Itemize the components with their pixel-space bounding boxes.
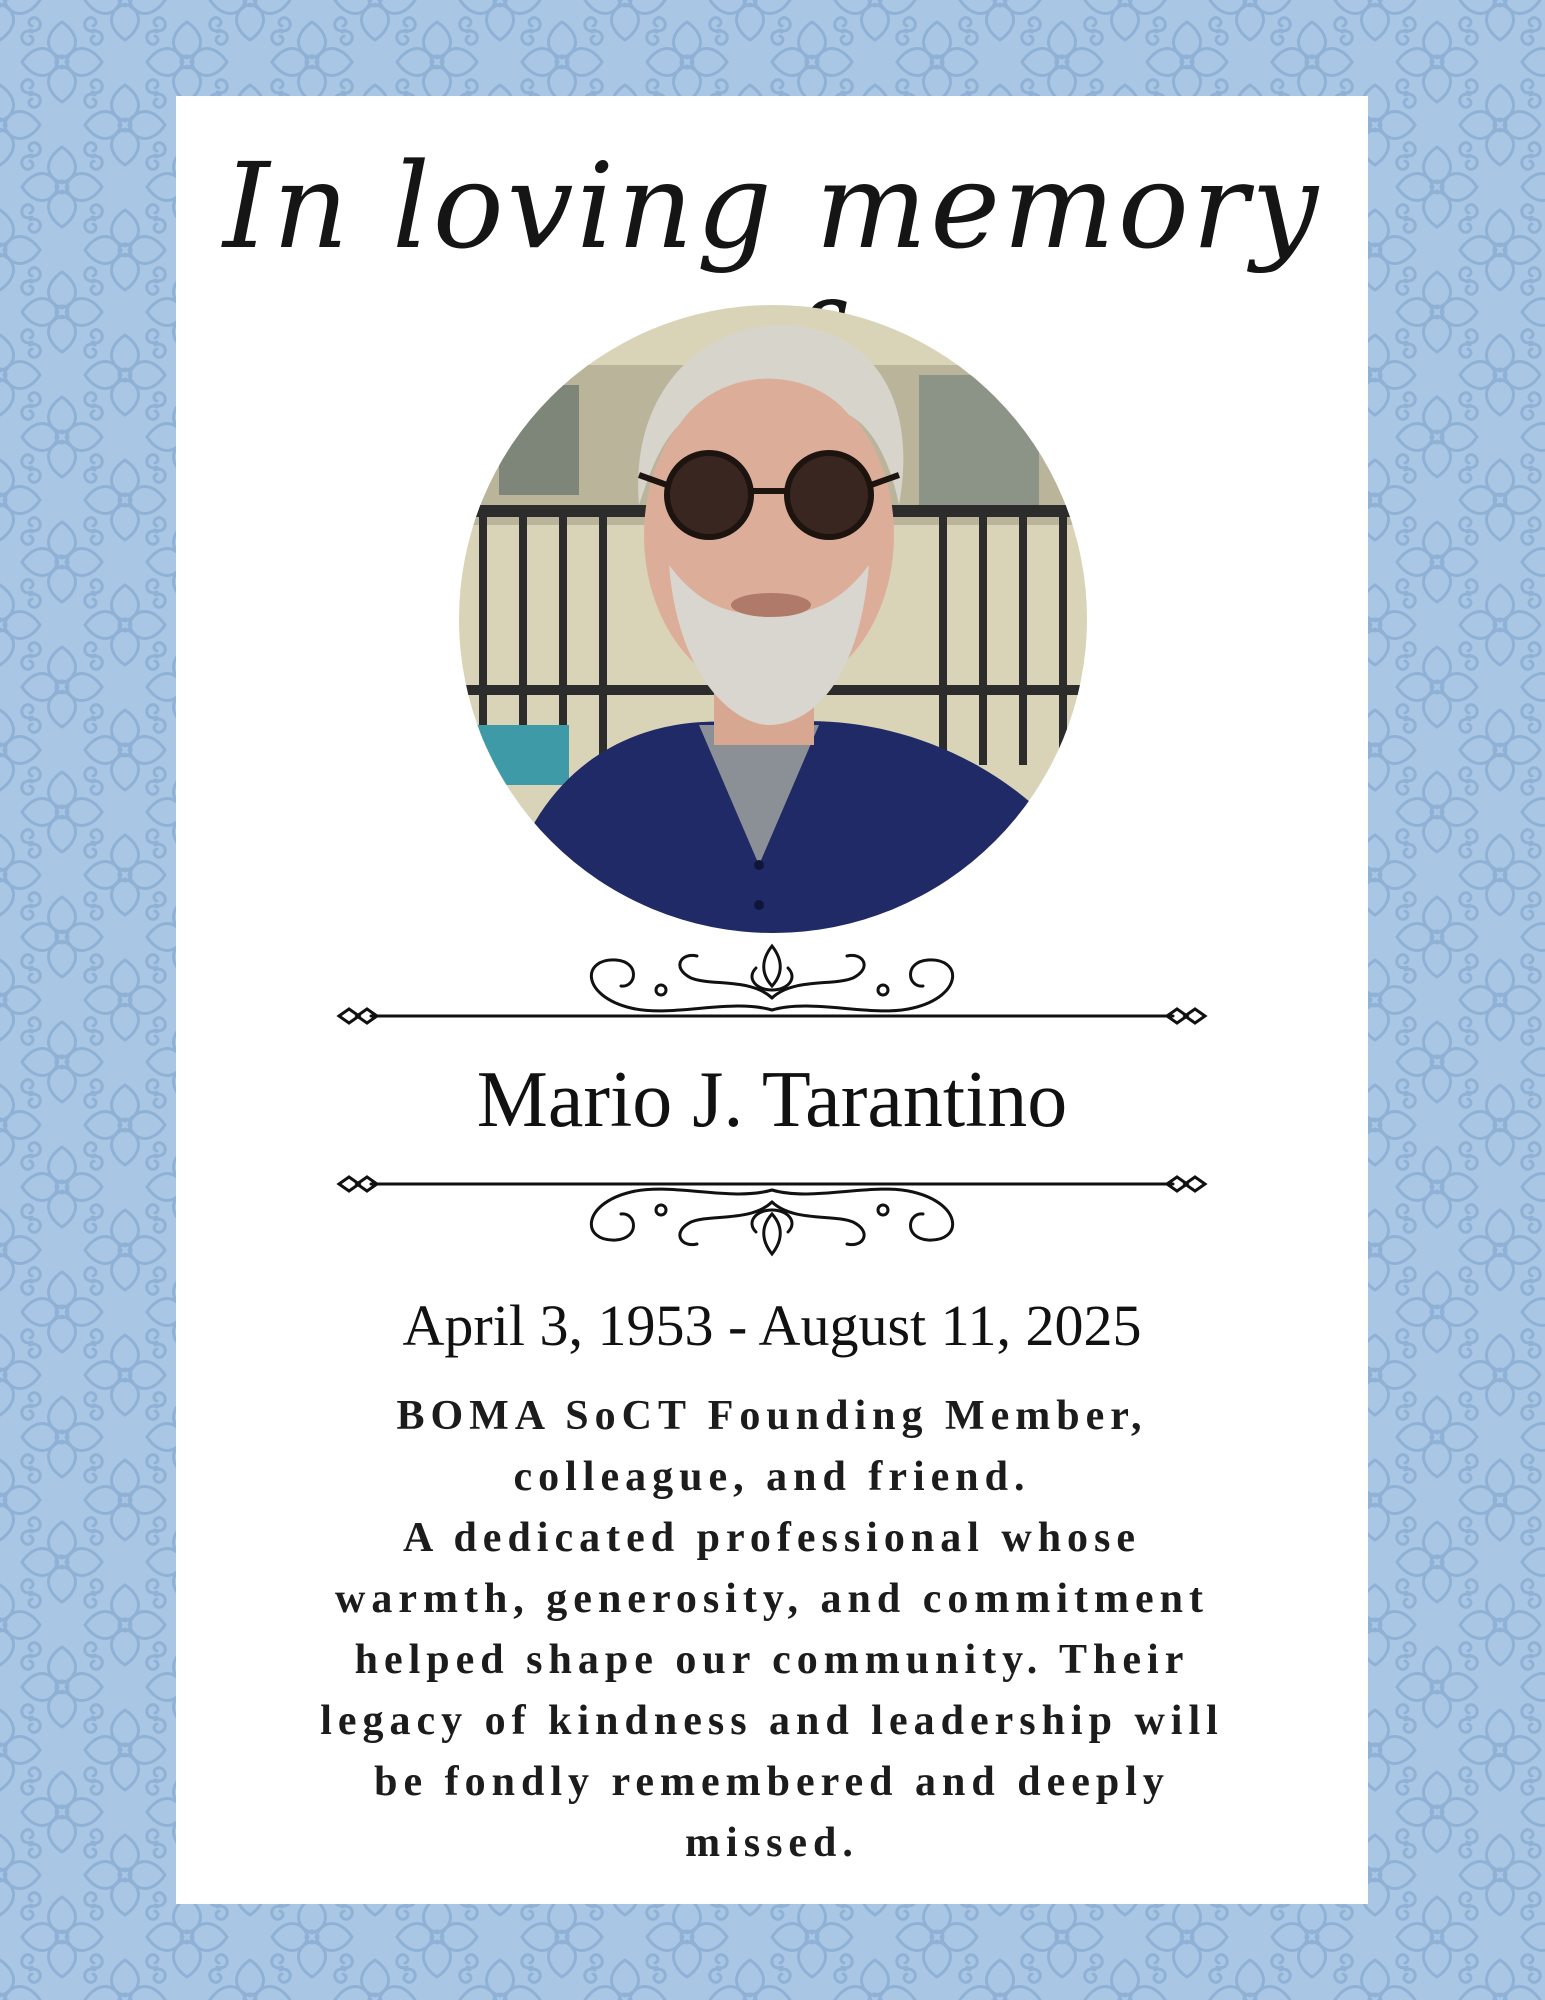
tribute-text xyxy=(206,1386,1338,1874)
memorial-portrait xyxy=(459,305,1087,933)
memorial-heading: In loving memory xyxy=(222,137,1322,275)
ornamental-divider-bottom-icon xyxy=(331,1162,1213,1262)
memorial-card xyxy=(176,96,1368,1904)
tribute-line: be fondly remembered and deeply xyxy=(374,1759,1170,1805)
tribute-line: helped shape our community. Their xyxy=(354,1637,1190,1683)
tribute-line: warmth, generosity, and commitment xyxy=(335,1576,1209,1622)
tribute-line: BOMA SoCT Founding Member, xyxy=(396,1393,1148,1439)
tribute-line: colleague, and friend. xyxy=(513,1454,1031,1500)
tribute-line: legacy of kindness and leadership will xyxy=(320,1698,1224,1744)
ornamental-divider-top-icon xyxy=(331,938,1213,1038)
tribute-line: missed. xyxy=(685,1820,859,1866)
deceased-name: Mario J. Tarantino xyxy=(476,1056,1068,1144)
life-dates: April 3, 1953 - August 11, 2025 xyxy=(402,1293,1142,1358)
tribute-line: A dedicated professional whose xyxy=(402,1515,1142,1561)
